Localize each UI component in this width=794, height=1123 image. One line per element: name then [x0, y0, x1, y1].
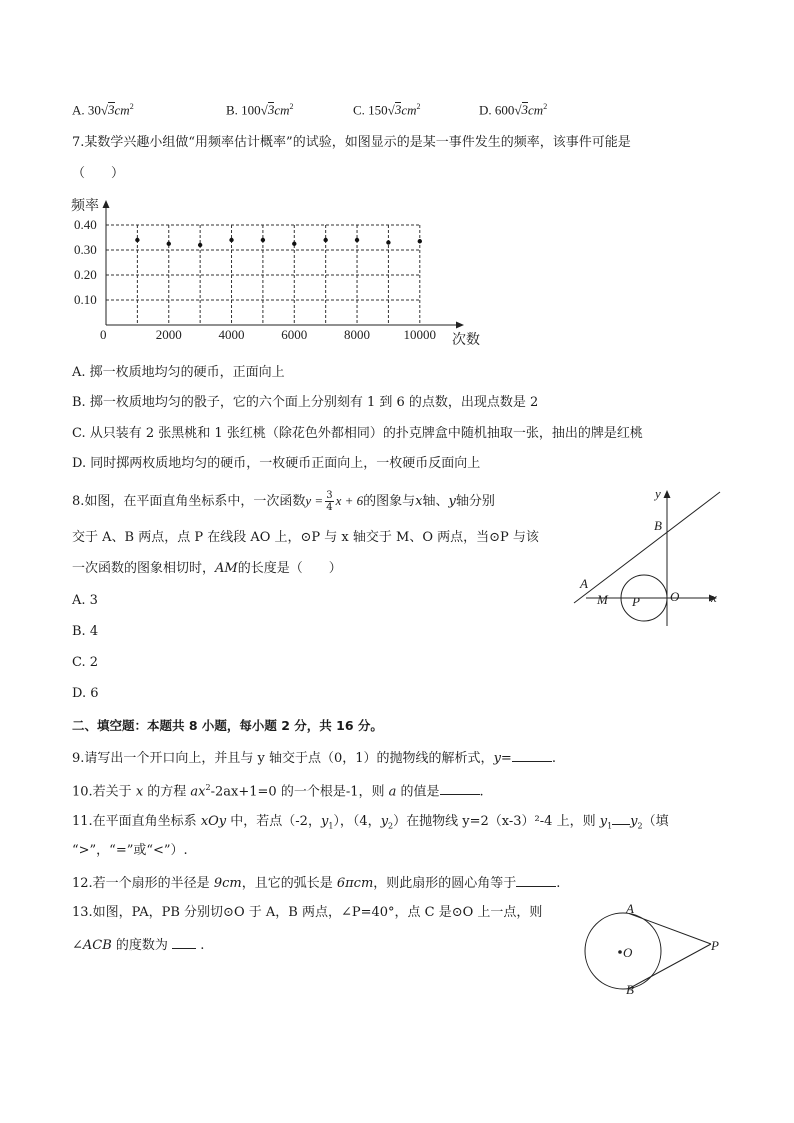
q7-option-c: C. 从只装有 2 张黑桃和 1 张红桃（除花色外都相同）的扑克牌盒中随机抽取一张，抽出的牌是红桃 [72, 426, 643, 441]
chart-y-arrow [103, 200, 110, 208]
q8-option-c: C. 2 [72, 655, 99, 670]
q8-label-p: P [632, 594, 640, 609]
q8-label-x: x [711, 590, 717, 605]
chart-point [355, 238, 359, 242]
q10-answer-blank[interactable] [440, 780, 480, 795]
chart-axes [103, 200, 465, 329]
q8-option-d: D. 6 [72, 686, 99, 701]
q7-option-b: B. 掷一枚质地均匀的骰子，它的六个面上分别刻有 1 到 6 的点数，出现点数是 2 [72, 395, 539, 410]
chart-ticks [74, 217, 436, 342]
q8-option-a: A. 3 [72, 593, 98, 608]
q13-figure [580, 900, 730, 1000]
q6-option-b: B. $100√3cm^2$ [226, 102, 294, 118]
chart-point [292, 242, 296, 246]
q7-option-d: D. 同时掷两枚质地均匀的硬币，一枚硬币正面向上，一枚硬币反面向上 [72, 456, 481, 471]
chart-y-tick-label: 0.20 [74, 267, 97, 282]
q9-answer-blank[interactable] [512, 747, 552, 762]
q12-answer-blank[interactable] [516, 872, 556, 887]
q12: 12.若一个扇形的半径是 9cm，且它的弧长是 6πcm，则此扇形的圆心角等于 . [72, 872, 560, 894]
chart-point [323, 238, 327, 242]
chart-xlabel: 次数 [452, 333, 480, 348]
chart-x-tick-label: 8000 [344, 327, 371, 342]
q8-option-b: B. 4 [72, 624, 99, 639]
q8-label-m: M [597, 592, 608, 607]
q8-figure [566, 484, 732, 634]
chart-y-tick-label: 0.40 [74, 217, 97, 232]
q13-line1: 13.如图，PA，PB 分别切⊙O 于 A，B 两点，∠P=40°，点 C 是⊙O 上一点，则 [72, 905, 543, 920]
chart-point [229, 238, 233, 242]
q8-label-y: y [655, 486, 661, 501]
q11-line1: 11.在平面直角坐标系 xOy 中，若点（-2，$y_1$），（4，$y_2$）在抛物线 y=2（x-3）²-4 上，则 $y_1$ $y_2$（填 [72, 810, 669, 837]
chart-x-tick-label: 2000 [155, 327, 182, 342]
chart-point [167, 242, 171, 246]
q8-label-a: A [580, 576, 588, 591]
q6-option-d: D. $600√3cm^2$ [479, 102, 548, 118]
q13-center-dot [618, 950, 622, 954]
q8-stem-line3: 一次函数的图象相切时，AM的长度是（ ） [72, 561, 342, 576]
q8-stem-line1: 8.如图，在平面直角坐标系中，一次函数y = $\frac{3}{4}$ x + 6的图象与x轴、y轴分别 [72, 490, 495, 513]
q13-tangent-pb [629, 944, 711, 989]
chart-point [198, 243, 202, 247]
q8-fraction: $\frac{3}{4}$ [326, 490, 333, 513]
q8-label-b: B [654, 518, 662, 533]
chart-point [261, 238, 265, 242]
q8-linear-function [574, 492, 720, 603]
chart-y-tick-label: 0.30 [74, 242, 97, 257]
q13-line2: ∠ACB 的度数为 . [72, 934, 204, 956]
q13-label-a: A [626, 901, 634, 916]
q11-line2: “>”，“=”或“<”）. [72, 843, 188, 858]
frequency-chart [60, 192, 500, 352]
q6-option-a: A. $30√3cm^2$ [72, 102, 134, 118]
chart-x-tick-label: 6000 [281, 327, 308, 342]
chart-point [386, 240, 390, 244]
q11-answer-blank[interactable] [612, 810, 630, 825]
chart-point [418, 239, 422, 243]
q7-option-a: A. 掷一枚质地均匀的硬币，正面向上 [72, 365, 285, 380]
q7-stem: 7.某数学兴趣小组做“用频率估计概率”的试验，如图显示的是某一事件发生的频率，该事件可能是 [72, 135, 631, 150]
chart-x-arrow [456, 322, 464, 329]
chart-x-tick-label: 10000 [403, 327, 437, 342]
chart-ylabel: 频率 [71, 199, 99, 214]
chart-point [135, 238, 139, 242]
q13-label-b: B [626, 982, 634, 997]
q8-stem-line2: 交于 A、B 两点，点 P 在线段 AO 上，⊙P 与 x 轴交于 M、O 两点，当⊙P 与该 [72, 530, 539, 545]
q8-y-arrow [664, 490, 671, 498]
section2-title: 二、填空题：本题共 8 小题，每小题 2 分，共 16 分。 [72, 718, 383, 733]
q10: 10.若关于 x 的方程 $ax^2-2ax+1=0$ 的一个根是-1，则 a 的值是 . [72, 778, 484, 802]
chart-x-tick-label: 4000 [218, 327, 245, 342]
chart-y-tick-label: 0.10 [74, 292, 97, 307]
q8-label-o: O [670, 589, 680, 604]
q13-label-o: O [623, 945, 633, 960]
q9: 9.请写出一个开口向上，并且与 y 轴交于点（0，1）的抛物线的解析式，y= . [72, 747, 556, 769]
q7-answer-paren: （ ） [72, 166, 125, 181]
q13-answer-blank[interactable] [172, 934, 196, 949]
q13-tangent-pa [629, 914, 711, 945]
chart-origin-label: 0 [100, 327, 107, 342]
chart-points [135, 238, 422, 247]
q6-option-c: C. $150√3cm^2$ [353, 102, 421, 118]
q13-label-p: P [711, 938, 719, 953]
